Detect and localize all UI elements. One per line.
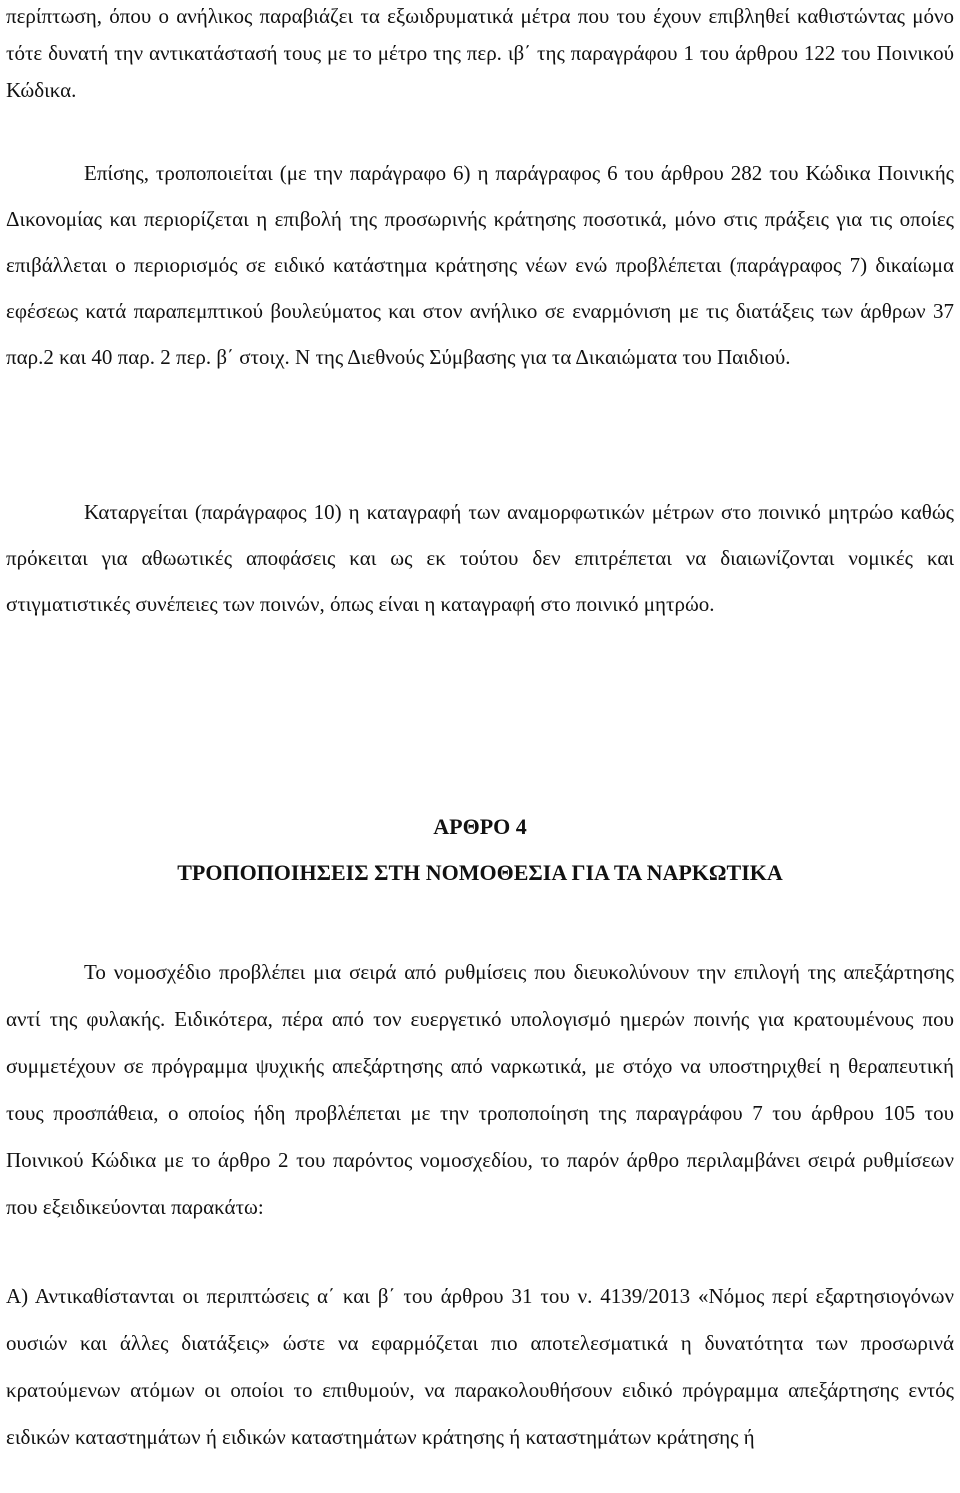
paragraph-criminal-record: Καταργείται (παράγραφος 10) η καταγραφή των αναμορφωτικών μέτρων στο ποινικό μητρώο καθώς πρόκειται για αθωωτικές αποφάσεις και ως εκ τούτου δεν επιτρέπεται να διαιωνίζονται νομικές και στιγματιστικές συνέπειες των ποινών, όπως είναι η καταγραφή στο ποινικό μητρώο.	[6, 500, 954, 616]
paragraph-detention-amendment: Επίσης, τροποποιείται (με την παράγραφο 6) η παράγραφος 6 του άρθρου 282 του Κώδικα Ποινικής Δικονομίας και περιορίζεται η επιβολή της προσωρινής κράτησης ποσοτικά, μόνο στις πράξεις για τις οποίες επιβάλλεται ο περιορισμός σε ειδικό κατάστημα κράτησης νέων ενώ προβλέπεται (παράγραφος 7) δικαίωμα εφέσεως κατά παραπεμπτικού βουλεύματος και στον ανήλικο σε εναρμόνιση με τις διατάξεις των άρθρων 37 παρ.2 και 40 παρ. 2 περ. β΄ στοιχ. Ν της Διεθνούς Σύμβασης για τα Δικαιώματα του Παιδιού.	[6, 161, 954, 369]
article-heading: ΑΡΘΡΟ 4	[433, 814, 527, 839]
paragraph-continuation: περίπτωση, όπου ο ανήλικος παραβιάζει τα εξωιδρυματικά μέτρα που του έχουν επιβληθεί καθιστώντας μόνο τότε δυνατή την αντικατάστασή τους με το μέτρο της περ. ιβ΄ της παραγράφου 1 του άρθρου 122 του Ποινικού Κώδικα.	[6, 4, 954, 102]
paragraph-item-a: Α) Αντικαθίστανται οι περιπτώσεις α΄ και β΄ του άρθρου 31 του ν. 4139/2013 «Νόμος περί εξαρτησιογόνων ουσιών και άλλες διατάξεις» ώστε να εφαρμόζεται πιο αποτελεσματικά η δυνατότητα των προσωρινά κρατούμενων ατόμων οι οποίοι το επιθυμούν, να παρακολουθήσουν ειδικό πρόγραμμα απεξάρτησης εντός ειδικών καταστημάτων ή ειδικών καταστημάτων κράτησης ή καταστημάτων κράτησης ή	[6, 1284, 954, 1449]
paragraph-drug-legislation-intro: Το νομοσχέδιο προβλέπει μια σειρά από ρυθμίσεις που διευκολύνουν την επιλογή της απεξάρτησης αντί της φυλακής. Ειδικότερα, πέρα από τον ευεργετικό υπολογισμό ημερών ποινής για κρατουμένους που συμμετέχουν σε πρόγραμμα ψυχικής απεξάρτησης από ναρκωτικά, με στόχο να υποστηριχθεί η θεραπευτική τους προσπάθεια, ο οποίος ήδη προβλέπεται με την τροποποίηση της παραγράφου 7 του άρθρου 105 του Ποινικού Κώδικα με το άρθρο 2 του παρόντος νομοσχεδίου, το παρόν άρθρο περιλαμβάνει σειρά ρυθμίσεων που εξειδικεύονται παρακάτω:	[6, 960, 954, 1219]
article-subject-heading: ΤΡΟΠΟΠΟΙΗΣΕΙΣ ΣΤΗ ΝΟΜΟΘΕΣΙΑ ΓΙΑ ΤΑ ΝΑΡΚΩΤΙΚΑ	[177, 860, 783, 885]
